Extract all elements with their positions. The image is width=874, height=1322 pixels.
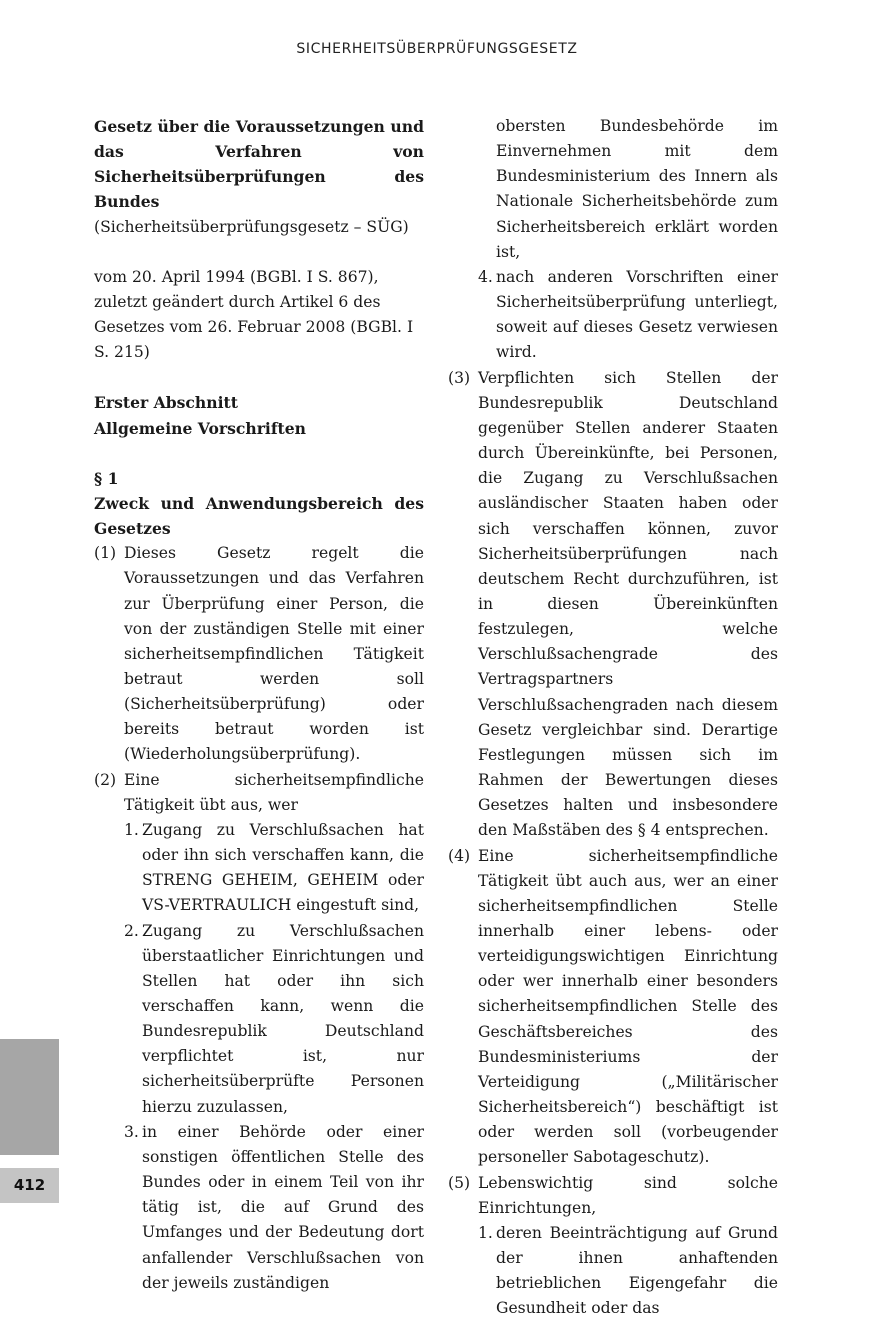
subsection-text: Eine sicherheitsempfindliche Tätigkeit übt auch aus, wer an einer sicherheitsempfindlichen Stelle innerhalb einer lebens- oder verteidigungswichtigen Einrichtung oder wer innerhalb einer besonders sicherheitsempfindlichen Stelle des Geschäftsbereiches des Bundesministeriums der Verteidigung („Militärischer Sicherheitsbereich“) beschäftigt ist oder werden soll (vorbeugender personeller Sabotageschutz). — [478, 846, 778, 1167]
subsection-text: Eine sicherheitsempfindliche Tätigkeit übt aus, wer — [124, 770, 424, 814]
subsection-5 — [448, 1171, 778, 1221]
law-title: Gesetz über die Voraussetzungen und das Verfahren von Sicherheitsüberprüfungen des Bundes — [94, 117, 424, 212]
paragraph-title: Zweck und Anwendungsbereich des Gesetzes — [94, 493, 424, 539]
list-item — [124, 919, 424, 1120]
subsection-4 — [448, 844, 778, 1171]
running-head: SICHERHEITSÜBERPRÜFUNGSGESETZ — [296, 41, 578, 57]
list-item-text: in einer Behörde oder einer sonstigen öffentlichen Stelle des Bundes oder in einem Teil von ihr tätig ist, die auf Grund des Umfanges und der Bedeutung dort anfallender Verschlußsachen von der jeweils zuständigen — [142, 1122, 424, 1292]
subsection-text: Dieses Gesetz regelt die Voraussetzungen und das Verfahren zur Überprüfung einer Person, die von der zuständigen Stelle mit einer sicherheitsempfindlichen Tätigkeit betraut werden soll (Sicherheitsüberprüfung) oder bereits betraut worden ist (Wiederholungsüberprüfung). — [124, 544, 424, 764]
paragraph-symbol: § 1 — [94, 468, 119, 488]
side-marker-tab — [0, 1039, 59, 1155]
right-column — [448, 114, 778, 1322]
section-title: Allgemeine Vorschriften — [94, 418, 307, 438]
law-subtitle: (Sicherheitsüberprüfungsgesetz – SÜG) — [94, 217, 409, 236]
list-item-text: Zugang zu Verschlußsachen hat oder ihn sich verschaffen kann, die STRENG GEHEIM, GEHEIM oder VS-VERTRAULICH eingestuft sind, — [142, 820, 424, 915]
subsection-number: (1) — [94, 544, 117, 563]
subsection-text: Verpflichten sich Stellen der Bundesrepublik Deutschland gegenüber Stellen anderer Staaten durch Übereinkünfte, bei Personen, die Zugang zu Verschlußsachen ausländischer Staaten haben oder sich verschaffen können, zuvor Sicherheitsüberprüfungen nach deutschem Recht durchzuführen, ist in diesen Übereinkünften festzulegen, welche Verschlußsachengrade des Vertragspartners Verschlußsachengraden nach diesem Gesetz vergleichbar sind. Derartige Festlegungen müssen sich im Rahmen der Bewertungen dieses Gesetzes halten und insbesondere den Maßstäben des § 4 entsprechen. — [478, 368, 778, 840]
list-item-text: deren Beeinträchtigung auf Grund der ihnen anhaftenden betrieblichen Eigengefahr die Gesundheit oder das — [496, 1223, 778, 1318]
list-item — [124, 818, 424, 919]
list-item-continuation: obersten Bundesbehörde im Einvernehmen mit dem Bundesministerium des Innern als Nationale Sicherheitsbehörde zum Sicherheitsbereich erklärt worden ist, — [496, 117, 778, 261]
subsection-2 — [94, 768, 424, 818]
list-item — [478, 1221, 778, 1322]
left-column — [94, 114, 424, 1296]
law-date: vom 20. April 1994 (BGBl. I S. 867), — [94, 267, 379, 286]
subsection-text: Lebenswichtig sind solche Einrichtungen, — [478, 1173, 778, 1217]
page-number: 412 — [0, 1168, 59, 1203]
subsection-1 — [94, 541, 424, 767]
list-item-text: Zugang zu Verschlußsachen überstaatlicher Einrichtungen und Stellen hat oder ihn sich verschaffen kann, wenn die Bundesrepublik Deutschland verpflichtet ist, nur sicherheitsüberprüfte Personen hierzu zuzulassen, — [142, 921, 424, 1116]
list-item — [124, 1120, 424, 1296]
subsection-3 — [448, 366, 778, 844]
subsection-number: (5) — [448, 1173, 471, 1192]
subsection-number: (2) — [94, 770, 117, 789]
list-item-number: 1. — [124, 820, 139, 839]
law-amendment: zuletzt geändert durch Artikel 6 des Gesetzes vom 26. Februar 2008 (BGBl. I S. 215) — [94, 292, 414, 362]
subsection-number: (4) — [448, 846, 471, 865]
section-heading: Erster Abschnitt — [94, 393, 238, 413]
list-item — [478, 265, 778, 366]
list-item-text: nach anderen Vorschriften einer Sicherheitsüberprüfung unterliegt, soweit auf dieses Gesetz verwiesen wird. — [496, 267, 778, 362]
list-item-number: 2. — [124, 921, 139, 940]
list-item-number: 1. — [478, 1223, 493, 1242]
subsection-number: (3) — [448, 368, 471, 387]
list-item-number: 4. — [478, 267, 493, 286]
list-item-number: 3. — [124, 1122, 139, 1141]
